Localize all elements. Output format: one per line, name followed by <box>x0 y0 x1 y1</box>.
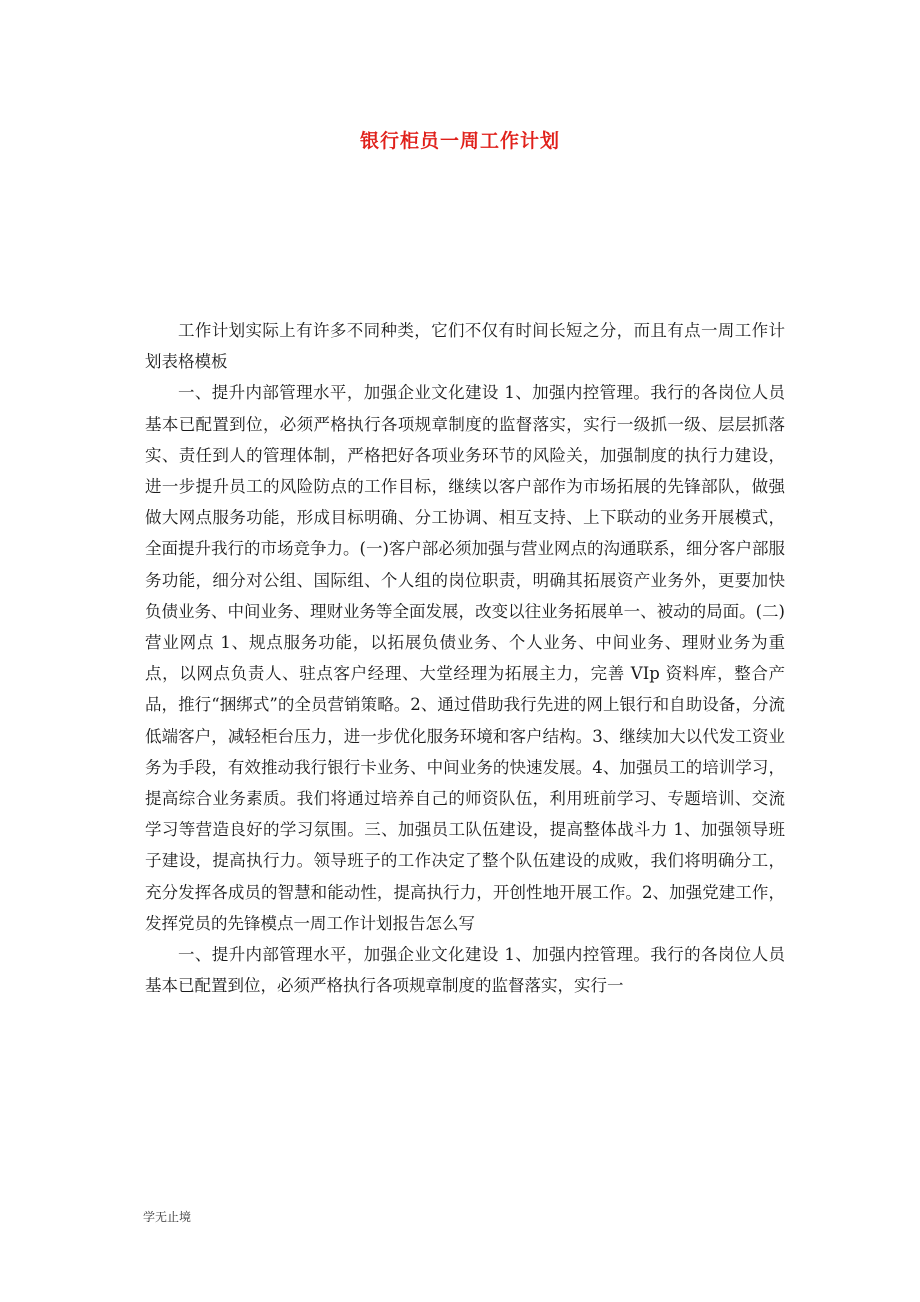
document-title: 银行柜员一周工作计划 <box>359 130 560 152</box>
page-footer: 学无止境 <box>143 1210 192 1224</box>
paragraph-intro: 工作计划实际上有许多不同种类，它们不仅有时间长短之分，而且有点一周工作计划表格模板 <box>145 321 785 372</box>
paragraph-main: 一、提升内部管理水平，加强企业文化建设 1、加强内控管理。我行的各岗位人员基本已配置到位，必须严格执行各项规章制度的监督落实，实行一级抓一级、层层抓落实、责任到人的管理体制，严格把好各项业务环节的风险关，加强制度的执行力建设，进一步提升员工的风险防点的工作目标，继续以客户部作为市场拓展的先锋部队，做强做大网点服务功能，形成目标明确、分工协调、相互支持、上下联动的业务开展模式，全面提升我行的市场竞争力。(一)客户部必须加强与营业网点的沟通联系，细分客户部服务功能，细分对公组、国际组、个人组的岗位职责，明确其拓展资产业务外，更要加快负债业务、中间业务、理财业务等全面发展，改变以往业务拓展单一、被动的局面。(二)营业网点 1、规点服务功能，以拓展负债业务、个人业务、中间业务、理财业务为重点，以网点负责人、驻点客户经理、大堂经理为拓展主力，完善 VIp 资料库，整合产品，推行“捆绑式”的全员营销策略。2、通过借助我行先进的网上银行和自助设备，分流低端客户，减轻柜台压力，进一步优化服务环境和客户结构。3、继续加大以代发工资业务为手段，有效推动我行银行卡业务、中间业务的快速发展。4、加强员工的培训学习，提高综合业务素质。我们将通过培养自己的师资队伍，利用班前学习、专题培训、交流学习等营造良好的学习氛围。三、加强员工队伍建设，提高整体战斗力 1、加强领导班子建设，提高执行力。领导班子的工作决定了整个队伍建设的成败，我们将明确分工，充分发挥各成员的智慧和能动性，提高执行力，开创性地开展工作。2、加强党建工作，发挥党员的先锋模点一周工作计划报告怎么写 <box>145 383 785 933</box>
document-body <box>145 315 785 1001</box>
paragraph-repeat: 一、提升内部管理水平，加强企业文化建设 1、加强内控管理。我行的各岗位人员基本已配置到位，必须严格执行各项规章制度的监督落实，实行一 <box>145 945 785 996</box>
